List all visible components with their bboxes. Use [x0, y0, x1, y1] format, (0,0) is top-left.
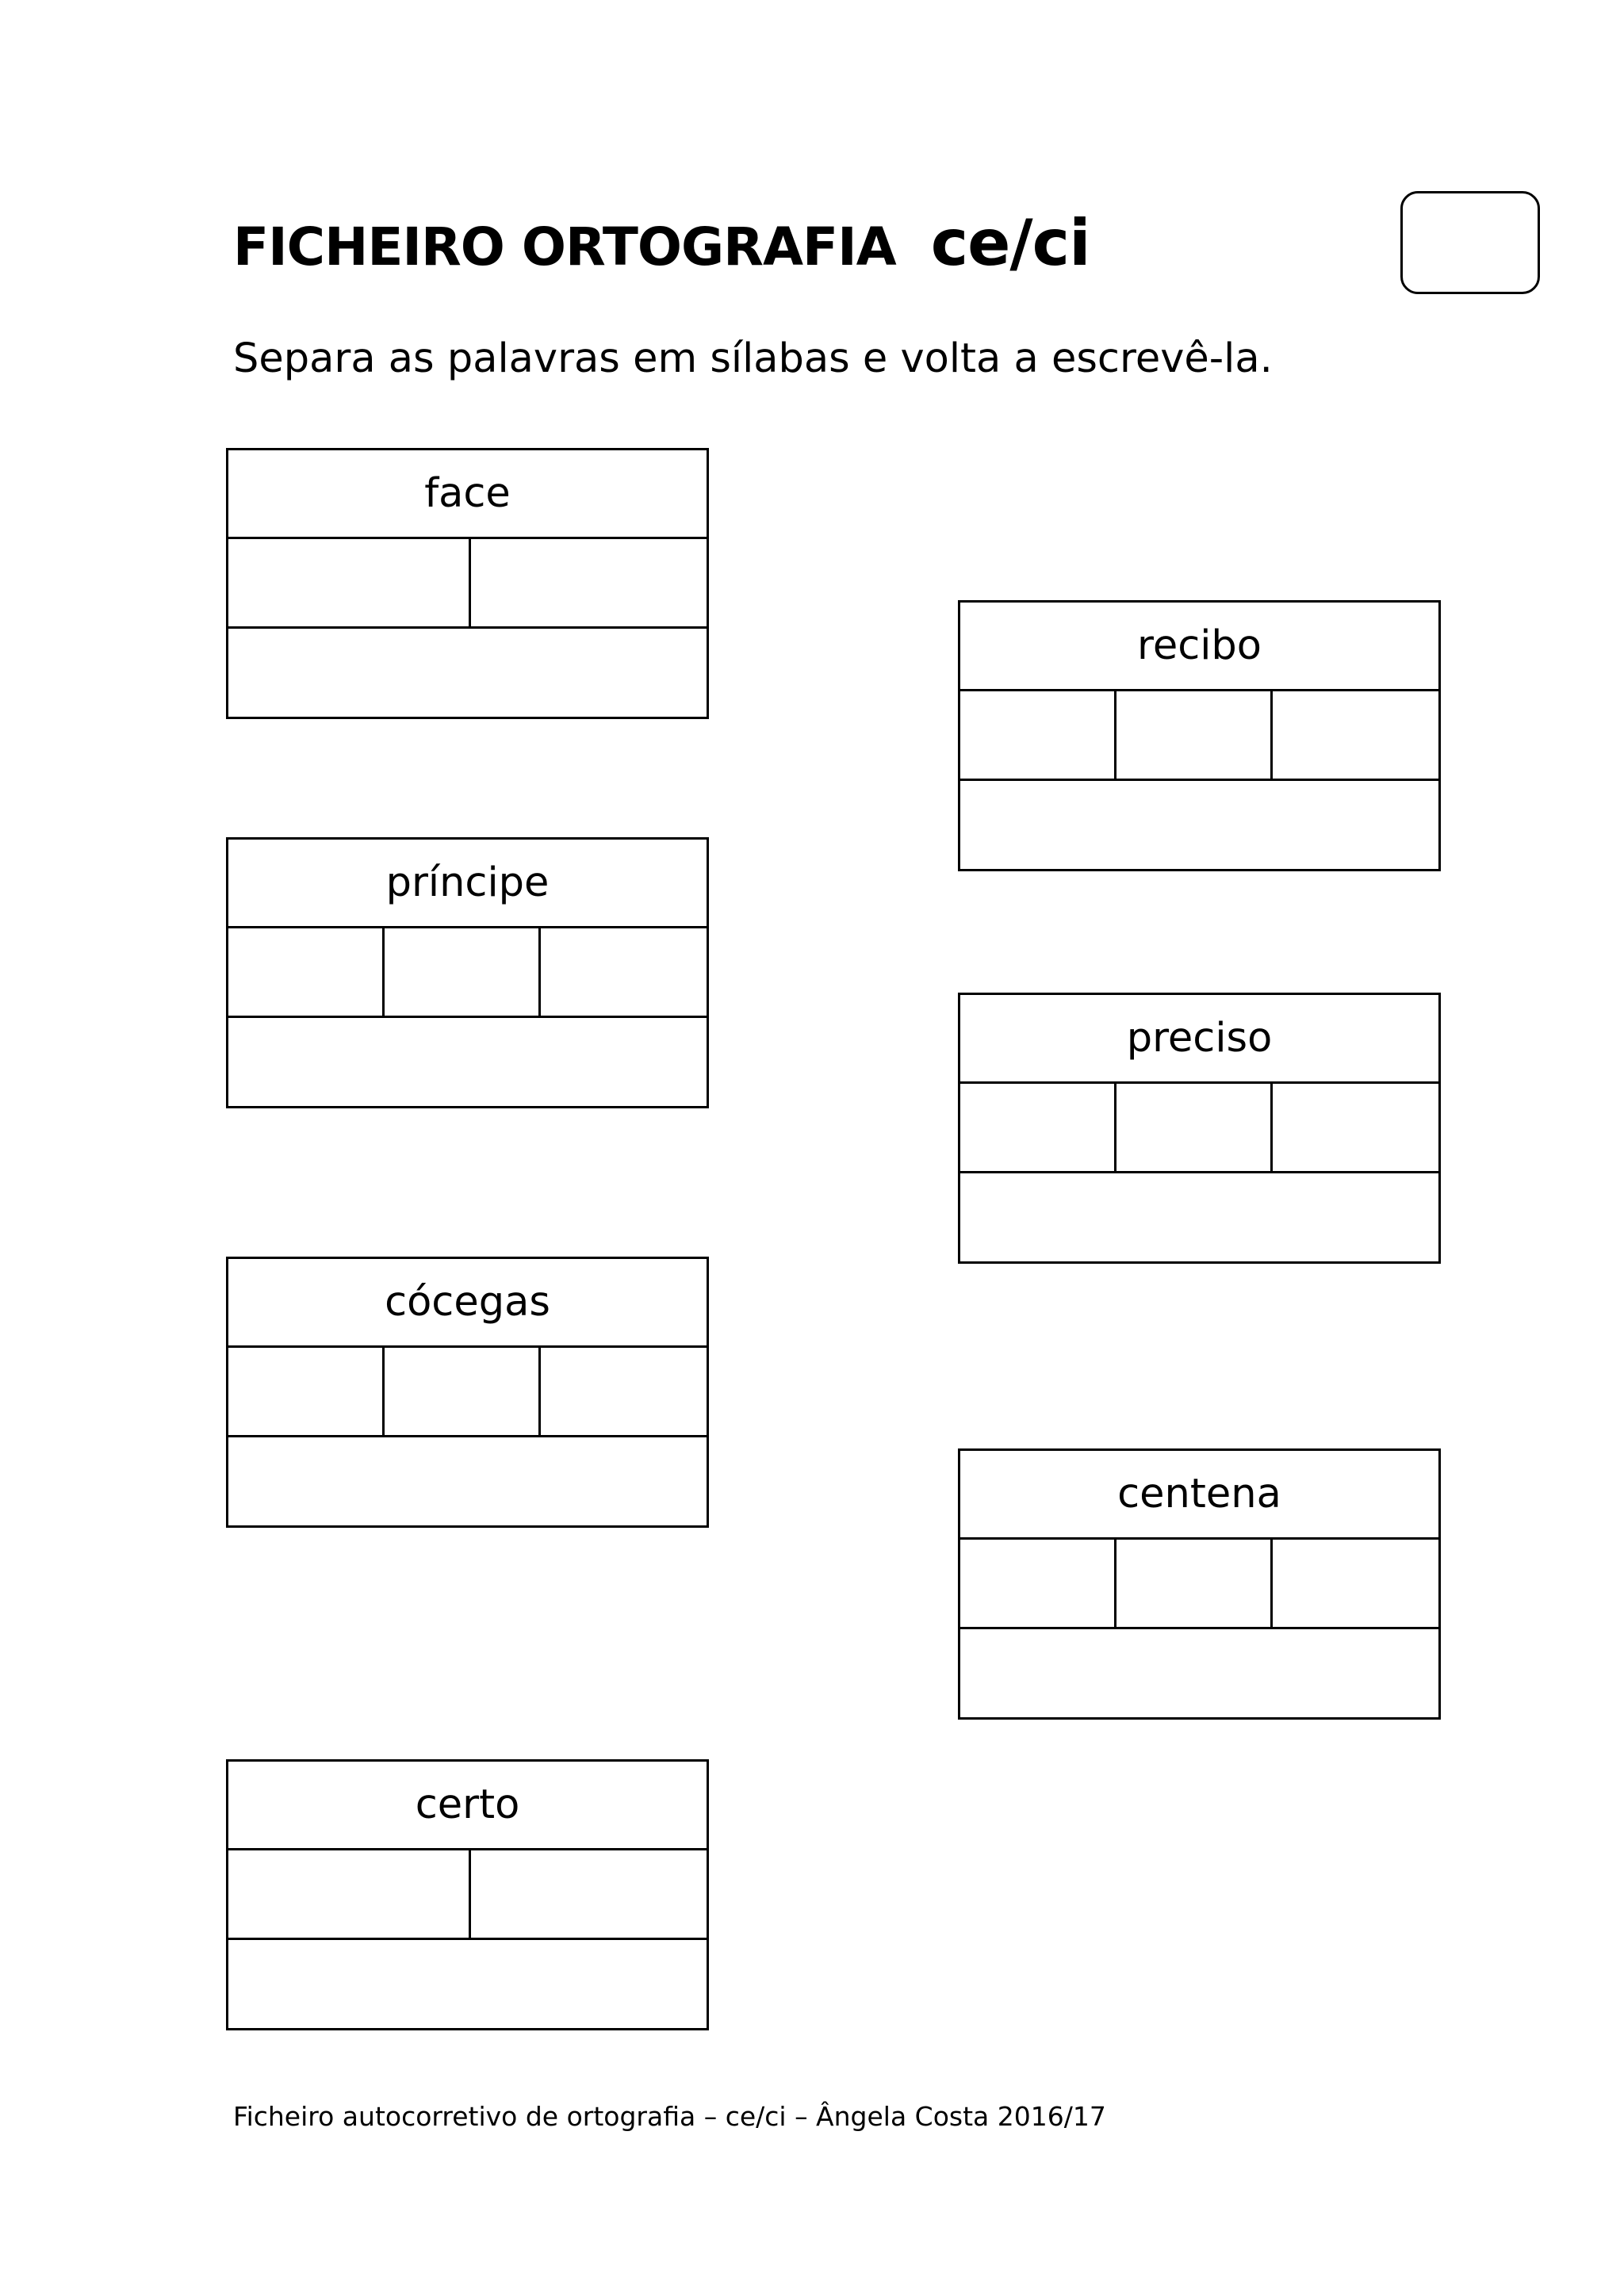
- word-label: preciso: [960, 995, 1438, 1084]
- syllable-row: [960, 1084, 1438, 1173]
- rewrite-field[interactable]: [228, 1018, 707, 1106]
- syllable-row: [228, 1348, 707, 1437]
- syllable-cell[interactable]: [1116, 1084, 1273, 1171]
- title-text: FICHEIRO ORTOGRAFIA: [233, 216, 896, 277]
- syllable-cell[interactable]: [1116, 691, 1273, 779]
- word-label: recibo: [960, 603, 1438, 691]
- word-card-recibo: [958, 600, 1441, 871]
- title-subject: ce/ci: [930, 206, 1090, 280]
- syllable-cell[interactable]: [228, 1850, 471, 1938]
- instruction-text: Separa as palavras em sílabas e volta a escrevê-la.: [233, 335, 1273, 382]
- rewrite-field[interactable]: [960, 781, 1438, 869]
- syllable-cell[interactable]: [228, 928, 385, 1016]
- rewrite-field[interactable]: [960, 1173, 1438, 1261]
- syllable-cell[interactable]: [471, 539, 707, 626]
- rewrite-field[interactable]: [960, 1629, 1438, 1717]
- syllable-cell[interactable]: [960, 1540, 1116, 1627]
- syllable-cell[interactable]: [541, 1348, 707, 1435]
- syllable-cell[interactable]: [1116, 1540, 1273, 1627]
- syllable-cell[interactable]: [228, 539, 471, 626]
- score-box[interactable]: [1400, 191, 1540, 294]
- syllable-cell[interactable]: [541, 928, 707, 1016]
- rewrite-field[interactable]: [228, 1437, 707, 1525]
- syllable-cell[interactable]: [385, 928, 541, 1016]
- syllable-cell[interactable]: [1273, 691, 1438, 779]
- page-title: [233, 208, 1090, 283]
- syllable-cell[interactable]: [960, 691, 1116, 779]
- word-label: cócegas: [228, 1259, 707, 1348]
- syllable-row: [228, 539, 707, 629]
- syllable-row: [228, 1850, 707, 1940]
- syllable-cell[interactable]: [228, 1348, 385, 1435]
- word-card-principe: [226, 837, 709, 1108]
- syllable-row: [960, 691, 1438, 781]
- word-label: centena: [960, 1451, 1438, 1540]
- syllable-cell[interactable]: [960, 1084, 1116, 1171]
- syllable-cell[interactable]: [471, 1850, 707, 1938]
- rewrite-field[interactable]: [228, 1940, 707, 2028]
- rewrite-field[interactable]: [228, 629, 707, 717]
- syllable-row: [228, 928, 707, 1018]
- word-label: príncipe: [228, 840, 707, 928]
- syllable-row: [960, 1540, 1438, 1629]
- syllable-cell[interactable]: [1273, 1084, 1438, 1171]
- syllable-cell[interactable]: [385, 1348, 541, 1435]
- word-card-preciso: [958, 993, 1441, 1264]
- word-label: face: [228, 450, 707, 539]
- word-card-cocegas: [226, 1257, 709, 1528]
- word-label: certo: [228, 1762, 707, 1850]
- word-card-face: [226, 448, 709, 719]
- word-card-centena: [958, 1448, 1441, 1720]
- syllable-cell[interactable]: [1273, 1540, 1438, 1627]
- footer-text: Ficheiro autocorretivo de ortografia – ce/ci – Ângela Costa 2016/17: [233, 2101, 1106, 2132]
- word-card-certo: [226, 1759, 709, 2030]
